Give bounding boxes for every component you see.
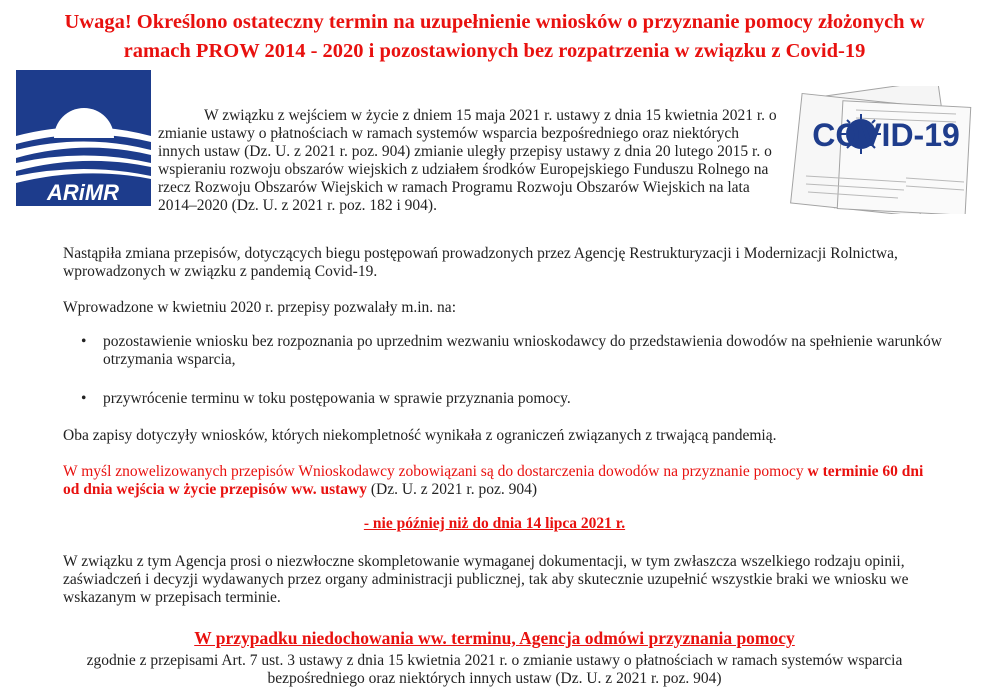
logo-text: ARiMR — [46, 180, 120, 205]
paragraph-agency-request: W związku z tym Agencja prosi o niezwłoczne skompletowanie wymaganej dokumentacji, w tym zwłaszcza wszelkiego rodzaju opinii, zaświadczeń i decyzji wydawanych przez organy administracji publicznej, tak aby skutecznie uzupełnić wszystkie braki we wniosku we wskazanym w przepisach terminie. — [63, 553, 909, 606]
bullet-marker: • — [81, 390, 87, 407]
arimr-logo — [16, 70, 151, 206]
regulation-bullet-list — [63, 333, 943, 408]
paragraph-april-regulations: Wprowadzone w kwietniu 2020 r. przepisy pozwalały m.in. na: — [63, 299, 456, 316]
obligation-deadline-text: w terminie 60 dni od dnia wejścia w życie przepisów ww. ustawy — [63, 463, 924, 498]
page-title: Uwaga! Określono ostateczny termin na uzupełnienie wniosków o przyznanie pomocy złożonych w ramach PROW 2014 - 2020 i pozostawionych bez rozpatrzenia w związku z Covid-19 — [64, 11, 925, 62]
intro-paragraph: W związku z wejściem w życie z dniem 15 maja 2021 r. ustawy z dnia 15 kwietnia 2021 r. o zmianie ustawy o płatnościach w ramach systemów wsparcia bezpośredniego oraz niektórych innych ustaw (Dz. U. z 2021 r. poz. 904) zmianie uległy przepisy ustawy z dnia 20 lutego 2015 r. o wspieraniu rozwoju obszarów wiejskich z udziałem środków Europejskiego Funduszu Rolnego na rzecz Rozwoju Obszarów Wiejskich w ramach Programu Rozwoju Obszarów Wiejskich na lata 2014–2020 (Dz. U. z 2021 r. poz. 182 i 904). — [158, 107, 777, 214]
paragraph-regulation-change: Nastąpiła zmiana przepisów, dotyczących biegu postępowań prowadzonych przez Agencję Restrukturyzacji i Modernizacji Rolnictwa, wprowadzonych w związku z pandemią Covid-19. — [63, 245, 898, 280]
refusal-warning: W przypadku niedochowania ww. terminu, Agencja odmówi przyznania pomocy — [194, 628, 795, 648]
paragraph-new-obligation — [63, 463, 943, 499]
list-item — [63, 333, 943, 369]
list-item — [63, 390, 943, 408]
covid-text: COVID-19 — [812, 117, 960, 153]
bullet-text: pozostawienie wniosku bez rozpoznania po uprzednim wezwaniu wnioskodawcy do przedstawienia dowodów na spełnienie warunków otrzymania wsparcia, — [103, 333, 942, 368]
legal-basis-footer: zgodnie z przepisami Art. 7 ust. 3 ustawy z dnia 15 kwietnia 2021 r. o zmianie ustawy o płatnościach w ramach systemów wsparcia bezpośredniego oraz niektórych innych ustaw (Dz. U. z 2021 r. poz. 904) — [86, 652, 903, 687]
bullet-marker: • — [81, 333, 87, 350]
covid-19-image — [786, 86, 978, 214]
paragraph-both-provisions: Oba zapisy dotyczyły wniosków, których niekompletność wynikała z ograniczeń związanych z trwającą pandemią. — [63, 427, 777, 444]
obligation-text: W myśl znowelizowanych przepisów Wnioskodawcy zobowiązani są do dostarczenia dowodów na przyznanie pomocy — [63, 463, 808, 480]
bullet-text: przywrócenie terminu w toku postępowania w sprawie przyznania pomocy. — [103, 390, 571, 407]
obligation-reference: (Dz. U. z 2021 r. poz. 904) — [366, 481, 537, 498]
deadline-notice: - nie później niż do dnia 14 lipca 2021 r. — [363, 515, 626, 532]
